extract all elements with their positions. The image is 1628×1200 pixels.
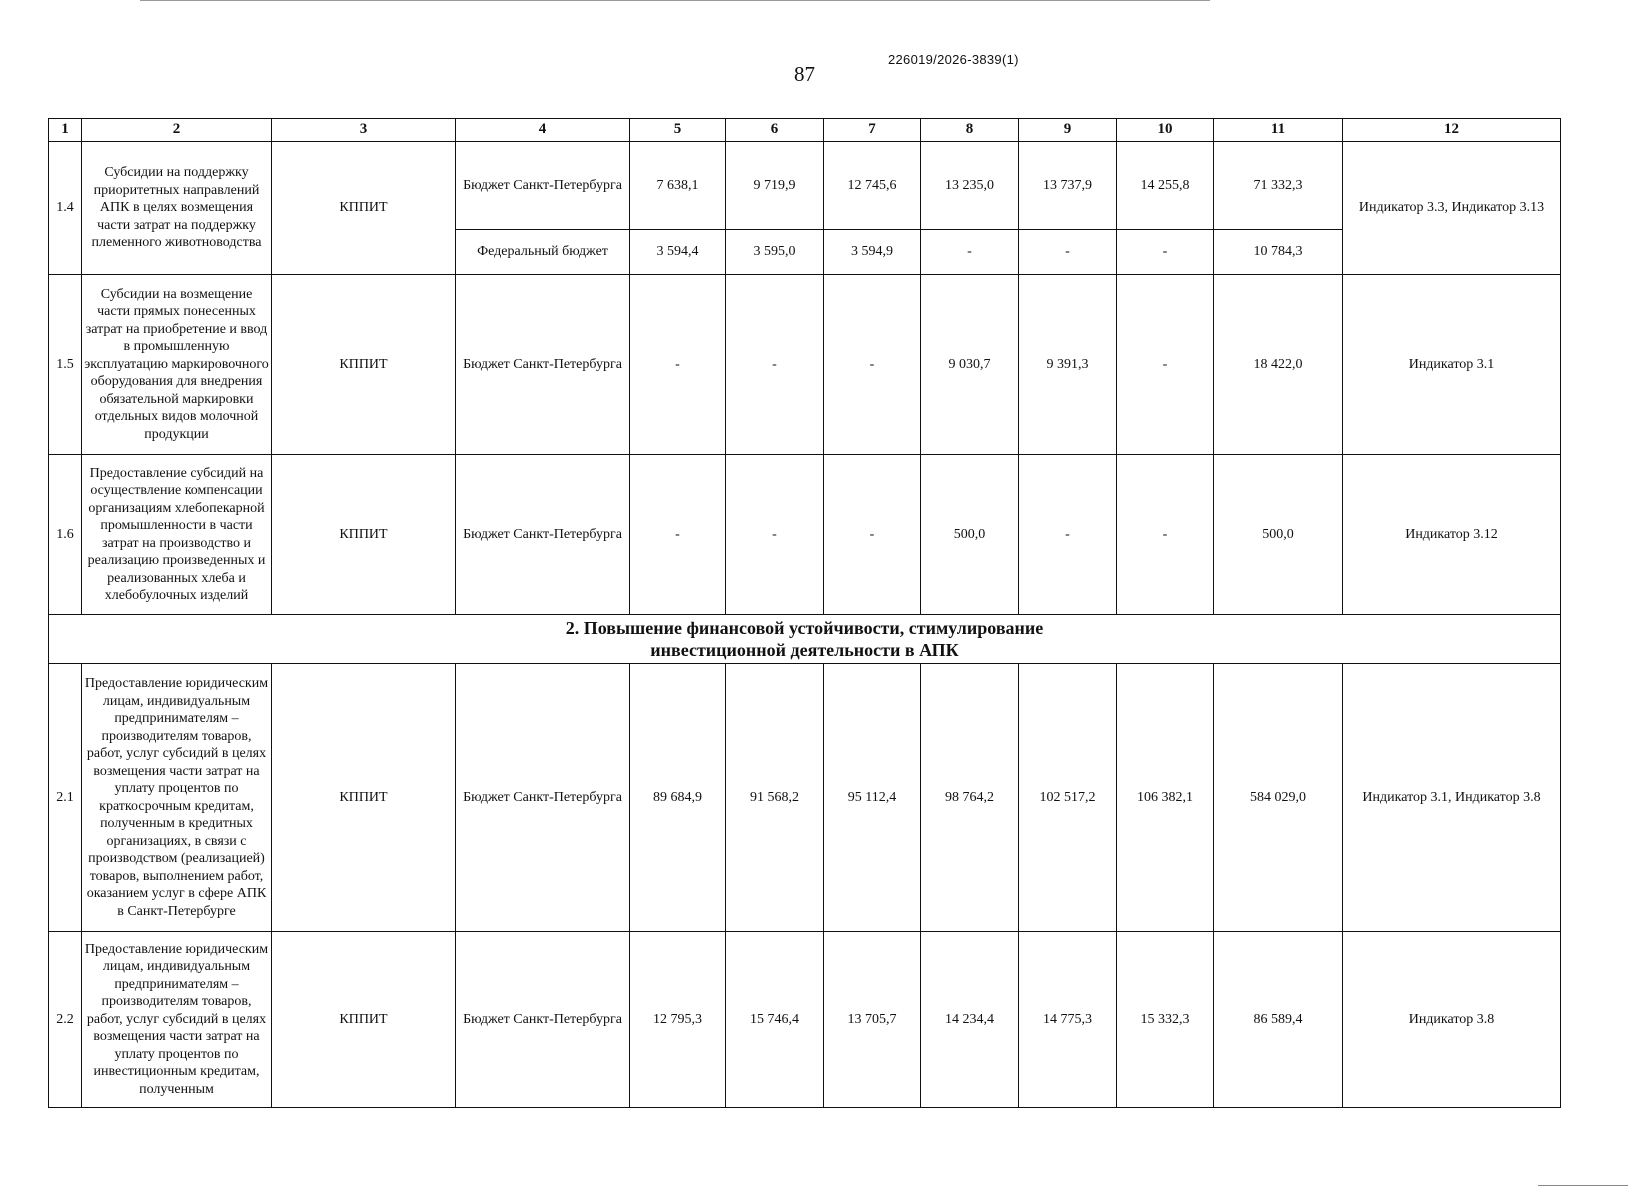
total-cell: 18 422,0 (1214, 275, 1343, 455)
responsible-agency: КППИТ (272, 932, 456, 1108)
total-cell: 584 029,0 (1214, 664, 1343, 932)
document-number: 226019/2026-3839(1) (888, 52, 1019, 67)
funding-source: Федеральный бюджет (456, 230, 630, 275)
amount-cell: 3 594,9 (824, 230, 921, 275)
amount-cell: 500,0 (921, 455, 1019, 615)
amount-cell: - (726, 275, 824, 455)
funding-source: Бюджет Санкт-Петербурга (456, 275, 630, 455)
column-header: 11 (1214, 119, 1343, 142)
amount-cell: 14 234,4 (921, 932, 1019, 1108)
amount-cell: - (824, 455, 921, 615)
column-header: 7 (824, 119, 921, 142)
section-title (49, 615, 1561, 664)
amount-cell: 15 746,4 (726, 932, 824, 1108)
row-number: 1.5 (49, 275, 82, 455)
amount-cell: 12 795,3 (630, 932, 726, 1108)
amount-cell: 14 775,3 (1019, 932, 1117, 1108)
responsible-agency: КППИТ (272, 142, 456, 275)
indicator-cell: Индикатор 3.1 (1343, 275, 1561, 455)
table-row (49, 664, 1561, 932)
column-header-row (49, 119, 1561, 142)
total-cell: 71 332,3 (1214, 142, 1343, 230)
amount-cell: 98 764,2 (921, 664, 1019, 932)
measure-description: Предоставление юридическим лицам, индивидуальным предпринимателям – производителям товаров, работ, услуг субсидий в целях возмещения части затрат на уплату процентов по краткосрочным кредитам, полученным в кредитных организациях, в связи с производством (реализацией) товаров, выполнением работ, оказанием услуг в сфере АПК в Санкт-Петербурге (82, 664, 272, 932)
column-header: 10 (1117, 119, 1214, 142)
table-row (49, 932, 1561, 1108)
column-header: 4 (456, 119, 630, 142)
section-title-line: 2. Повышение финансовой устойчивости, стимулирование (565, 618, 1044, 638)
column-header: 12 (1343, 119, 1561, 142)
measure-description: Предоставление субсидий на осуществление компенсации организациям хлебопекарной промышленности в части затрат на производство и реализацию произведенных и реализованных хлеба и хлебобулочных изделий (82, 455, 272, 615)
amount-cell: 12 745,6 (824, 142, 921, 230)
row-number: 1.4 (49, 142, 82, 275)
total-cell: 10 784,3 (1214, 230, 1343, 275)
column-header: 5 (630, 119, 726, 142)
table-row (49, 455, 1561, 615)
row-number: 1.6 (49, 455, 82, 615)
indicator-cell: Индикатор 3.1, Индикатор 3.8 (1343, 664, 1561, 932)
amount-cell: 106 382,1 (1117, 664, 1214, 932)
table-row (49, 142, 1561, 230)
funding-source: Бюджет Санкт-Петербурга (456, 142, 630, 230)
page-number: 87 (794, 62, 815, 86)
measure-description: Предоставление юридическим лицам, индивидуальным предпринимателям – производителям товаров, работ, услуг субсидий в целях возмещения части затрат на уплату процентов по инвестиционным кредитам, полученным (82, 932, 272, 1108)
column-header: 1 (49, 119, 82, 142)
amount-cell: 13 737,9 (1019, 142, 1117, 230)
amount-cell: - (1117, 275, 1214, 455)
column-header: 8 (921, 119, 1019, 142)
funding-source: Бюджет Санкт-Петербурга (456, 932, 630, 1108)
measure-description: Субсидии на возмещение части прямых понесенных затрат на приобретение и ввод в промышленную эксплуатацию маркировочного оборудования для внедрения обязательной маркировки отдельных видов молочной продукции (82, 275, 272, 455)
amount-cell: - (630, 275, 726, 455)
amount-cell: 91 568,2 (726, 664, 824, 932)
indicator-cell: Индикатор 3.12 (1343, 455, 1561, 615)
amount-cell: 14 255,8 (1117, 142, 1214, 230)
amount-cell: - (1019, 455, 1117, 615)
indicator-cell: Индикатор 3.8 (1343, 932, 1561, 1108)
amount-cell: 9 030,7 (921, 275, 1019, 455)
amount-cell: - (1117, 455, 1214, 615)
amount-cell: 9 719,9 (726, 142, 824, 230)
total-cell: 86 589,4 (1214, 932, 1343, 1108)
amount-cell: 13 705,7 (824, 932, 921, 1108)
column-header: 2 (82, 119, 272, 142)
amount-cell: 3 595,0 (726, 230, 824, 275)
responsible-agency: КППИТ (272, 455, 456, 615)
total-cell: 500,0 (1214, 455, 1343, 615)
amount-cell: 13 235,0 (921, 142, 1019, 230)
amount-cell: - (824, 275, 921, 455)
budget-table (48, 118, 1561, 1108)
row-number: 2.1 (49, 664, 82, 932)
row-number: 2.2 (49, 932, 82, 1108)
funding-source: Бюджет Санкт-Петербурга (456, 664, 630, 932)
amount-cell: 3 594,4 (630, 230, 726, 275)
amount-cell: 102 517,2 (1019, 664, 1117, 932)
responsible-agency: КППИТ (272, 664, 456, 932)
column-header: 6 (726, 119, 824, 142)
section-title-line: инвестиционной деятельности в АПК (650, 640, 959, 660)
amount-cell: 95 112,4 (824, 664, 921, 932)
amount-cell: - (1019, 230, 1117, 275)
column-header: 9 (1019, 119, 1117, 142)
amount-cell: - (630, 455, 726, 615)
measure-description: Субсидии на поддержку приоритетных направлений АПК в целях возмещения части затрат на поддержку племенного животноводства (82, 142, 272, 275)
bottom-dash (1538, 1185, 1628, 1186)
amount-cell: 7 638,1 (630, 142, 726, 230)
amount-cell: 9 391,3 (1019, 275, 1117, 455)
table-row (49, 275, 1561, 455)
amount-cell: - (1117, 230, 1214, 275)
section-header-row (49, 615, 1561, 664)
responsible-agency: КППИТ (272, 275, 456, 455)
amount-cell: - (726, 455, 824, 615)
amount-cell: 89 684,9 (630, 664, 726, 932)
amount-cell: 15 332,3 (1117, 932, 1214, 1108)
column-header: 3 (272, 119, 456, 142)
indicator-cell: Индикатор 3.3, Индикатор 3.13 (1343, 142, 1561, 275)
funding-source: Бюджет Санкт-Петербурга (456, 455, 630, 615)
top-rule (140, 0, 1210, 1)
amount-cell: - (921, 230, 1019, 275)
